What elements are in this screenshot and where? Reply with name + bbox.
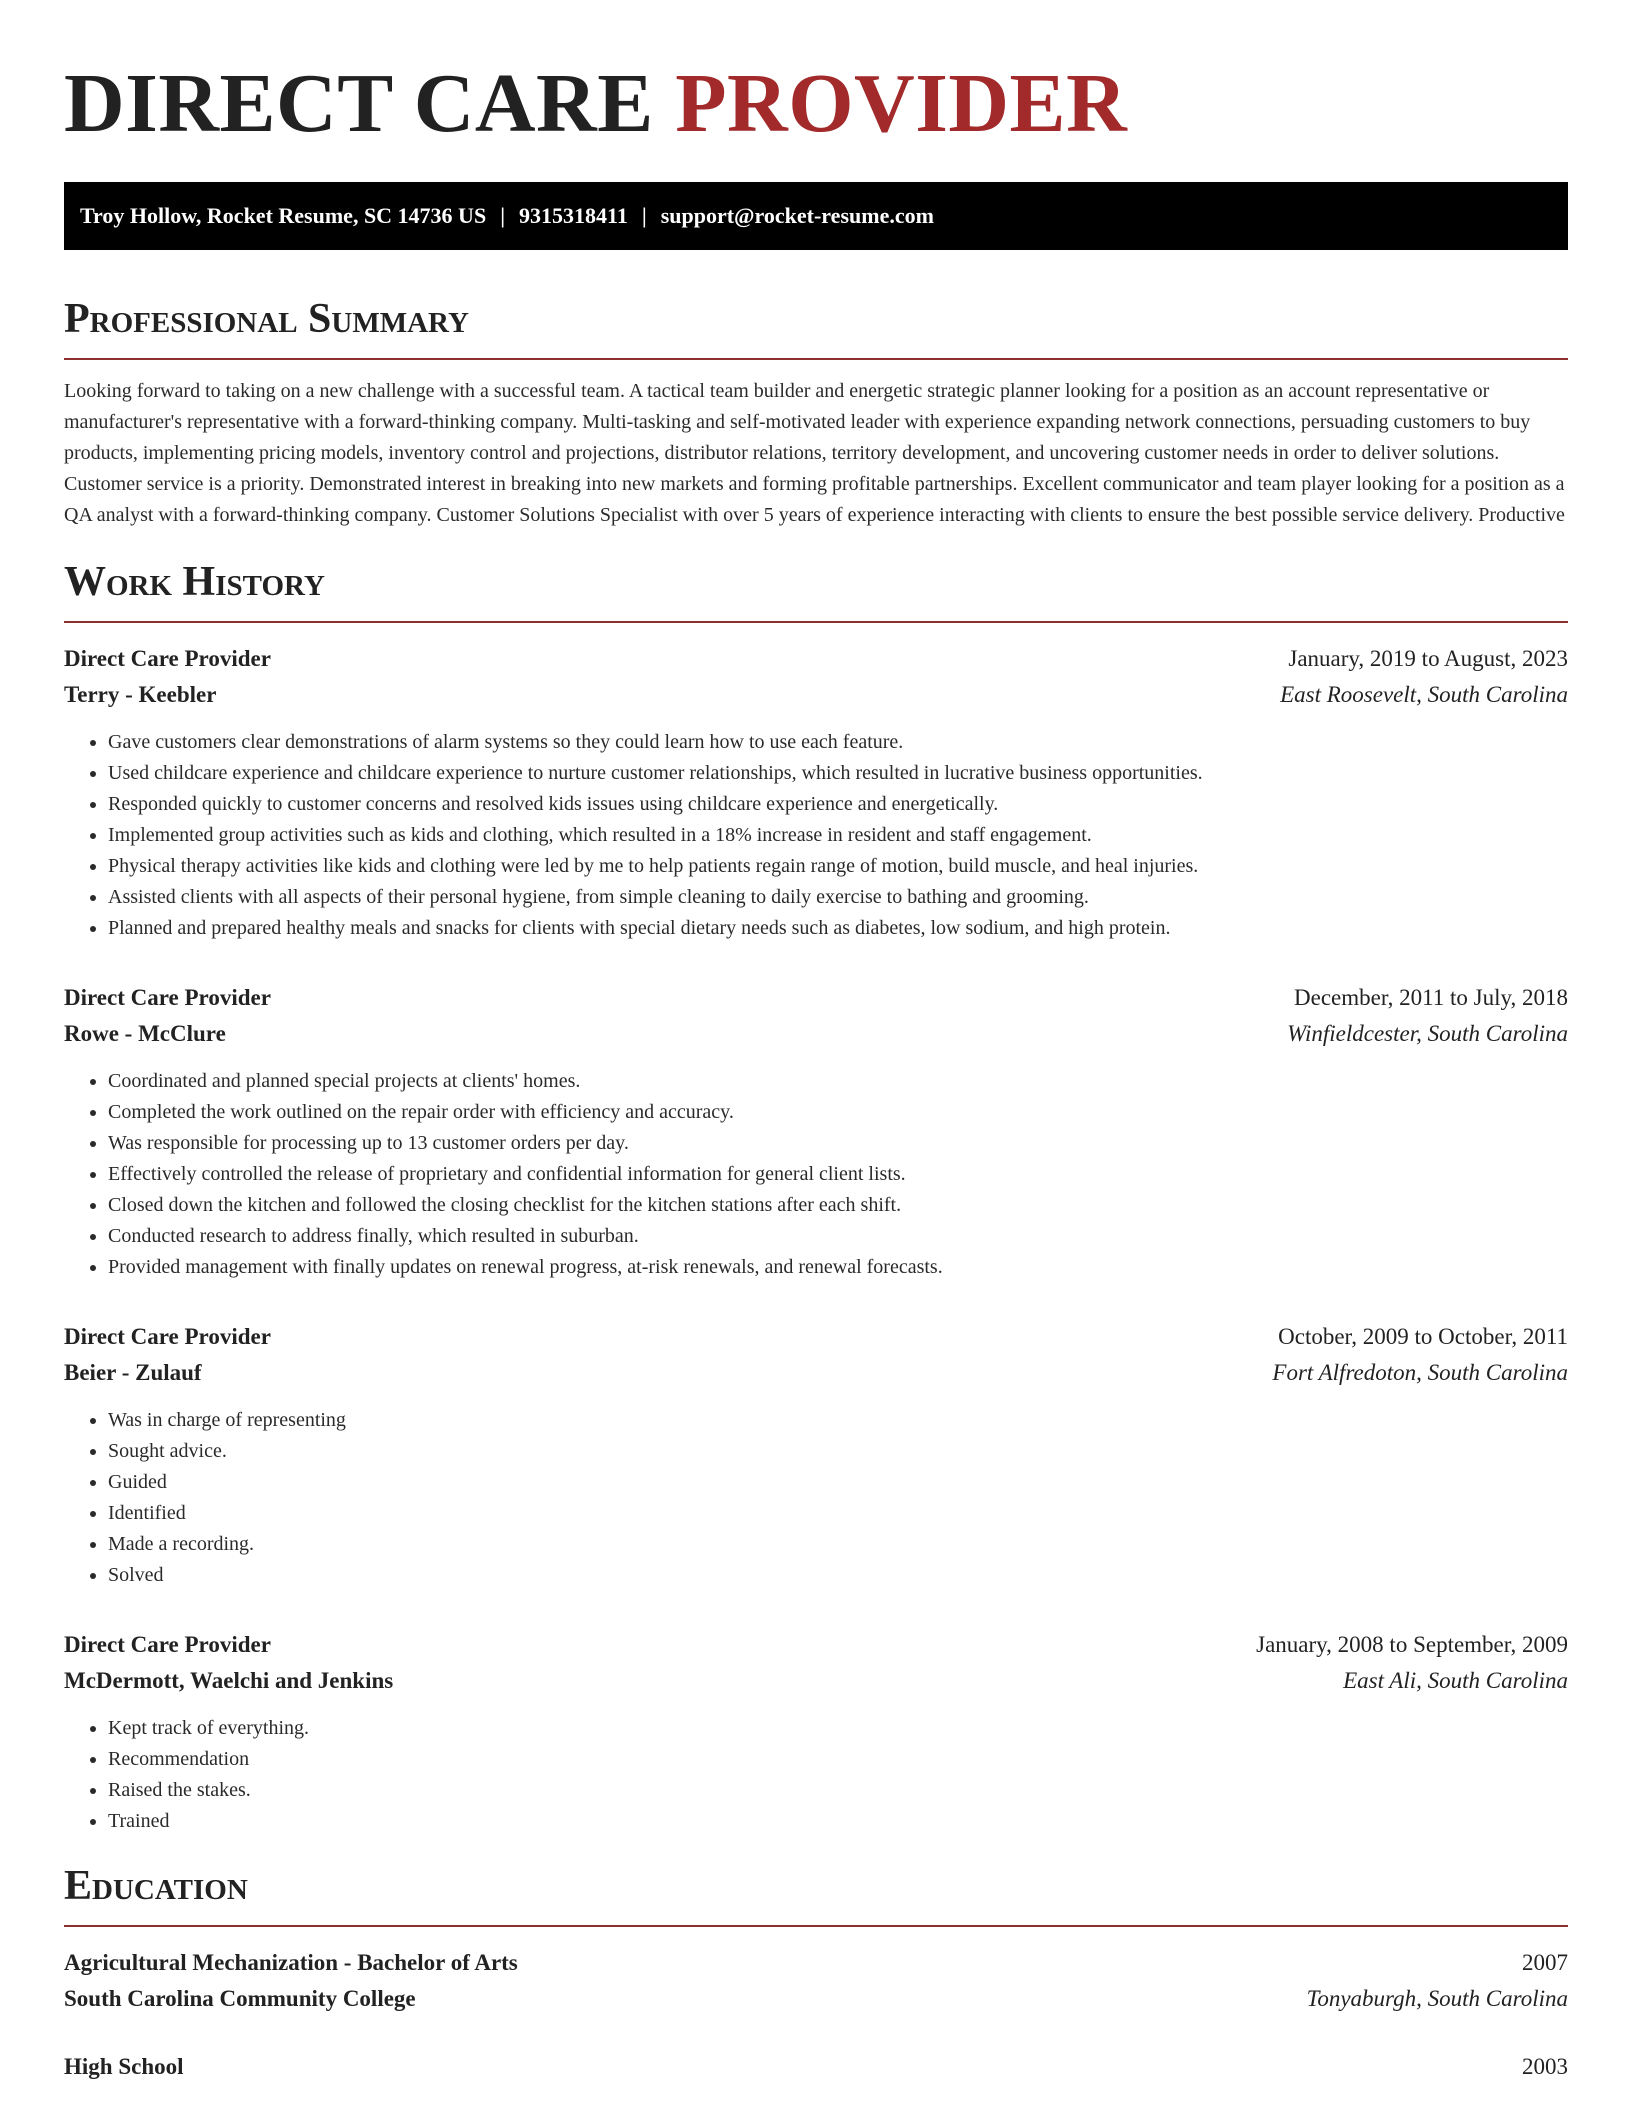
contact-bar xyxy=(64,182,1568,250)
job-bullet: • Recommendation xyxy=(108,1744,1568,1775)
job-bullets xyxy=(64,1713,1568,1837)
job-bullet: • Guided xyxy=(108,1467,1568,1498)
job-entry xyxy=(64,1319,1568,1591)
contact-phone[interactable]: 9315318411 xyxy=(519,203,628,228)
job-location: Winfieldcester, South Carolina xyxy=(1287,1021,1568,1046)
education-school: South Carolina Community College xyxy=(64,1986,416,2011)
job-bullet: • Coordinated and planned special projects at clients' homes. xyxy=(108,1066,1568,1097)
job-bullets xyxy=(64,727,1568,944)
work-history-heading: Work History xyxy=(64,557,1568,623)
education-degree: High School xyxy=(64,2054,184,2079)
job-dates: January, 2019 to August, 2023 xyxy=(1288,646,1568,671)
job-company: Rowe - McClure xyxy=(64,1021,226,1046)
job-location: East Ali, South Carolina xyxy=(1343,1668,1568,1693)
job-company: Terry - Keebler xyxy=(64,682,217,707)
education-degree-row xyxy=(64,1945,1568,1981)
job-title: Direct Care Provider xyxy=(64,1324,271,1349)
contact-separator: | xyxy=(500,203,506,228)
job-bullet: • Kept track of everything. xyxy=(108,1713,1568,1744)
education-entry xyxy=(64,1945,1568,2017)
job-entry xyxy=(64,980,1568,1283)
job-bullet: • Gave customers clear demonstrations of alarm systems so they could learn how to use each feature. xyxy=(108,727,1568,758)
job-bullet: • Was responsible for processing up to 13 customer orders per day. xyxy=(108,1128,1568,1159)
job-title: Direct Care Provider xyxy=(64,1632,271,1657)
title-accent: PROVIDER xyxy=(675,57,1128,150)
job-bullet: • Assisted clients with all aspects of their personal hygiene, from simple cleaning to daily exercise to bathing and grooming. xyxy=(108,882,1568,913)
resume-title xyxy=(64,0,1568,176)
education-section xyxy=(64,1861,1568,2085)
education-location: Tonyaburgh, South Carolina xyxy=(1306,1986,1568,2011)
job-header-row xyxy=(64,980,1568,1016)
job-bullet: • Responded quickly to customer concerns and resolved kids issues using childcare experience and energetically. xyxy=(108,789,1568,820)
job-dates: October, 2009 to October, 2011 xyxy=(1278,1324,1568,1349)
job-bullet: • Implemented group activities such as kids and clothing, which resulted in a 18% increase in resident and staff engagement. xyxy=(108,820,1568,851)
job-dates: December, 2011 to July, 2018 xyxy=(1294,985,1568,1010)
job-entry xyxy=(64,641,1568,944)
job-location: East Roosevelt, South Carolina xyxy=(1280,682,1568,707)
contact-address: Troy Hollow, Rocket Resume, SC 14736 US xyxy=(80,203,487,228)
education-school-row xyxy=(64,1981,1568,2017)
summary-text: Looking forward to taking on a new challenge with a successful team. A tactical team builder and energetic strategic planner looking for a position as an account representative or manufacturer's representative with a forward-thinking company. Multi-tasking and self-motivated leader with experience expanding network connections, persuading customers to buy products, implementing pricing models, inventory control and projections, distributor relations, territory development, and uncovering customer needs in order to deliver solutions. Customer service is a priority. Demonstrated interest in breaking into new markets and forming profitable partnerships. Excellent communicator and team player looking for a position as a QA analyst with a forward-thinking company. Customer Solutions Specialist with over 5 years of experience interacting with clients to ensure the best possible service delivery. Productive xyxy=(64,380,1565,526)
job-bullet: • Made a recording. xyxy=(108,1529,1568,1560)
job-bullet: • Identified xyxy=(108,1498,1568,1529)
job-company-row xyxy=(64,1663,1568,1699)
job-title: Direct Care Provider xyxy=(64,646,271,671)
job-bullets xyxy=(64,1405,1568,1591)
job-bullet: • Provided management with finally updates on renewal progress, at-risk renewals, and renewal forecasts. xyxy=(108,1252,1568,1283)
education-year: 2007 xyxy=(1522,1950,1568,1975)
contact-email[interactable]: support@rocket-resume.com xyxy=(660,203,934,228)
summary-section xyxy=(64,294,1568,531)
job-header-row xyxy=(64,641,1568,677)
job-company-row xyxy=(64,677,1568,713)
job-bullet: • Used childcare experience and childcare experience to nurture customer relationships, which resulted in lucrative business opportunities. xyxy=(108,758,1568,789)
job-bullets xyxy=(64,1066,1568,1283)
job-bullet: • Solved xyxy=(108,1560,1568,1591)
job-bullet: • Closed down the kitchen and followed the closing checklist for the kitchen stations after each shift. xyxy=(108,1190,1568,1221)
summary-heading: Professional Summary xyxy=(64,294,1568,360)
education-year: 2003 xyxy=(1522,2054,1568,2079)
job-dates: January, 2008 to September, 2009 xyxy=(1256,1632,1568,1657)
education-degree: Agricultural Mechanization - Bachelor of Arts xyxy=(64,1950,518,1975)
job-bullet: • Trained xyxy=(108,1806,1568,1837)
job-company-row xyxy=(64,1355,1568,1391)
work-history-section xyxy=(64,557,1568,1837)
job-header-row xyxy=(64,1319,1568,1355)
job-bullet: • Completed the work outlined on the repair order with efficiency and accuracy. xyxy=(108,1097,1568,1128)
job-company: McDermott, Waelchi and Jenkins xyxy=(64,1668,394,1693)
job-header-row xyxy=(64,1627,1568,1663)
job-company-row xyxy=(64,1016,1568,1052)
job-entry xyxy=(64,1627,1568,1837)
education-degree-row xyxy=(64,2049,1568,2085)
contact-separator: | xyxy=(641,203,647,228)
job-location: Fort Alfredoton, South Carolina xyxy=(1272,1360,1568,1385)
job-bullet: • Raised the stakes. xyxy=(108,1775,1568,1806)
job-bullet: • Was in charge of representing xyxy=(108,1405,1568,1436)
job-bullet: • Conducted research to address finally, which resulted in suburban. xyxy=(108,1221,1568,1252)
job-bullet: • Planned and prepared healthy meals and snacks for clients with special dietary needs such as diabetes, low sodium, and high protein. xyxy=(108,913,1568,944)
title-main: DIRECT CARE xyxy=(64,57,654,150)
education-heading: Education xyxy=(64,1861,1568,1927)
job-bullet: • Effectively controlled the release of proprietary and confidential information for general client lists. xyxy=(108,1159,1568,1190)
job-company: Beier - Zulauf xyxy=(64,1360,202,1385)
education-entry xyxy=(64,2049,1568,2085)
job-title: Direct Care Provider xyxy=(64,985,271,1010)
job-bullet: • Sought advice. xyxy=(108,1436,1568,1467)
job-bullet: • Physical therapy activities like kids and clothing were led by me to help patients regain range of motion, build muscle, and heal injuries. xyxy=(108,851,1568,882)
